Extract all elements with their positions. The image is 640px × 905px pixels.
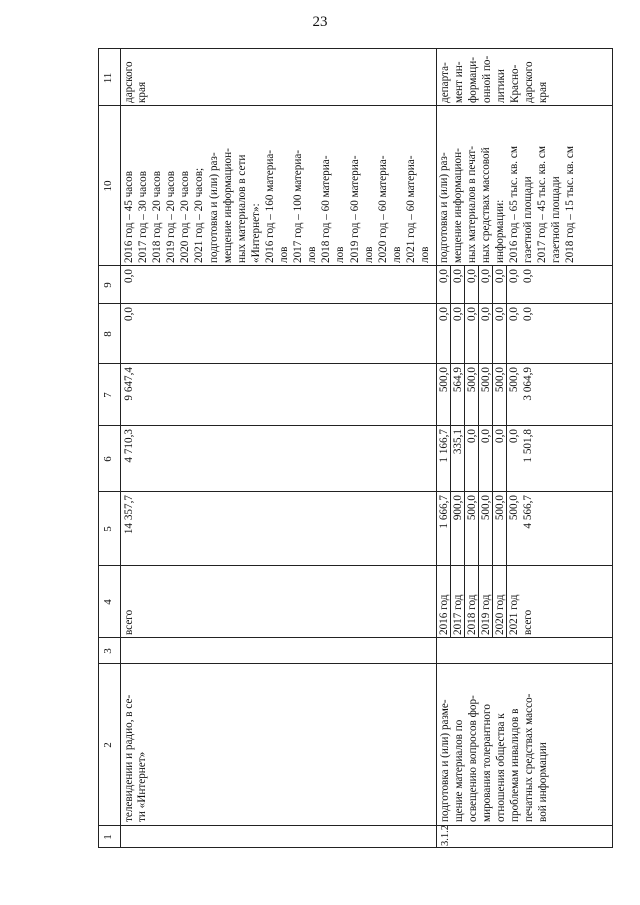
- value-cell: 500,0: [480, 367, 492, 393]
- header-num-11: 11: [102, 72, 114, 84]
- prev-col10-line: 2021 год – 20 часов;: [193, 167, 206, 263]
- prev-col10-line: 2017 год – 30 часов: [137, 170, 150, 263]
- value-cell: 500,0: [494, 367, 506, 393]
- value-cell: 500,0: [508, 367, 520, 393]
- table-border-bottom: [612, 48, 613, 848]
- row-312-col7: [437, 367, 535, 424]
- row-312-col10-line: ных средствах массовой: [480, 147, 492, 263]
- year-cell: 2018 год: [466, 594, 478, 635]
- prev-col10-line: ных материалов в сети: [235, 154, 248, 263]
- row-312-col2-line: печатных средствах массо-: [523, 693, 535, 822]
- row-312-col2-line: освещению вопросов фор-: [467, 695, 479, 822]
- prev-col10-line: 2019 год – 20 часов: [165, 170, 178, 263]
- row-312-col10-line: 2016 год – 65 тыс. кв. см: [508, 146, 520, 263]
- year-cell: 2021 год: [508, 594, 520, 635]
- prev-col10-line: лов: [362, 246, 375, 263]
- header-separator: [120, 48, 121, 848]
- prev-col5: 14 357,7: [123, 495, 135, 535]
- row-312-col11-line: онной по-: [481, 55, 493, 103]
- row-312-col10-line: подготовка и (или) раз-: [438, 152, 450, 263]
- col-line: [98, 265, 613, 266]
- header-num-4: 4: [102, 599, 114, 605]
- row-312-col10-line: 2017 год – 45 тыс. кв. см: [536, 146, 548, 263]
- value-cell: 500,0: [466, 495, 478, 521]
- col-line: [98, 825, 613, 826]
- value-cell: 0,0: [508, 429, 520, 443]
- value-cell: 0,0: [508, 307, 520, 321]
- value-cell: 0,0: [522, 307, 534, 321]
- header-num-1: 1: [102, 834, 114, 840]
- col-line: [98, 363, 613, 364]
- row-312-col10-line: газетной площади: [550, 176, 562, 263]
- value-cell: 500,0: [480, 495, 492, 521]
- year-cell: 2016 год: [438, 594, 450, 635]
- prev-col10-line: «Интернет»:: [249, 203, 262, 263]
- prev-col11-line: края: [136, 81, 149, 103]
- header-num-10: 10: [102, 180, 114, 192]
- value-cell: 0,0: [494, 307, 506, 321]
- header-num-8: 8: [102, 331, 114, 337]
- value-cell: 0,0: [522, 269, 534, 283]
- col-line: [98, 491, 613, 492]
- col-line: [98, 847, 613, 848]
- value-cell: 3 064,9: [522, 367, 534, 401]
- prev-col2: [123, 695, 149, 822]
- header-num-2: 2: [102, 742, 114, 748]
- value-cell: 0,0: [438, 307, 450, 321]
- value-cell: 0,0: [508, 269, 520, 283]
- header-num-6: 6: [102, 456, 114, 462]
- row-312-col11-line: формаци-: [467, 57, 479, 103]
- year-cell: 2017 год: [452, 594, 464, 635]
- row-312-col2-line: щение материалов по: [453, 719, 465, 822]
- value-cell: 564,9: [452, 367, 464, 393]
- header-num-7: 7: [102, 392, 114, 398]
- row-312-col10: [437, 146, 577, 263]
- prev-col10-line: 2017 год – 100 материа-: [292, 149, 305, 263]
- value-cell: 4 566,7: [522, 495, 534, 529]
- prev-col9: 0,0: [123, 269, 135, 283]
- value-cell: 0,0: [480, 307, 492, 321]
- row-312-col10-line: ных материалов в печат-: [466, 146, 478, 263]
- row-312-col2-line: проблемам инвалидов в: [509, 708, 521, 822]
- year-cell: всего: [522, 609, 534, 635]
- prev-col6: 4 710,3: [123, 429, 135, 463]
- prev-col10-line: лов: [278, 246, 291, 263]
- value-cell: 0,0: [452, 307, 464, 321]
- prev-col10-line: 2018 год – 20 часов: [151, 170, 164, 263]
- header-num-3: 3: [102, 648, 114, 654]
- row-312-col11-line: дарского: [523, 61, 535, 103]
- prev-col2-line: телевидении и радио, в се-: [123, 694, 135, 822]
- row-312-col10-line: газетной площади: [522, 176, 534, 263]
- prev-col11: [123, 61, 149, 103]
- value-cell: 0,0: [480, 269, 492, 283]
- value-cell: 335,1: [452, 429, 464, 455]
- value-cell: 500,0: [494, 495, 506, 521]
- row-312-col9: [437, 269, 535, 302]
- row-312-col11: [438, 56, 550, 103]
- row-312-col5: [437, 495, 535, 564]
- value-cell: 0,0: [452, 269, 464, 283]
- value-cell: 500,0: [438, 367, 450, 393]
- table-border-top: [98, 48, 99, 848]
- row-312-col10-line: мещение информацион-: [452, 148, 464, 263]
- prev-col10-line: лов: [334, 246, 347, 263]
- row-312-col2-line: подготовка и (или) разме-: [439, 699, 451, 822]
- row-312-col11-line: края: [537, 81, 549, 103]
- prev-col10-line: лов: [390, 246, 403, 263]
- prev-col11-line: дарского: [123, 61, 135, 103]
- value-cell: 0,0: [494, 269, 506, 283]
- row-312-col11-line: департа-: [439, 62, 451, 103]
- prev-col10-line: подготовка и (или) раз-: [207, 152, 220, 263]
- prev-col10: [122, 148, 432, 263]
- prev-col10-line: 2016 год – 45 часов: [123, 170, 135, 263]
- rotated-table: [98, 48, 613, 848]
- prev-col7: 9 647,4: [123, 367, 135, 401]
- prev-col10-line: мещение информацион-: [221, 148, 234, 263]
- row-312-col10-line: информации:: [494, 199, 506, 263]
- prev-col8: 0,0: [123, 307, 135, 321]
- value-cell: 0,0: [438, 269, 450, 283]
- row-312-number: 3.1.2: [440, 825, 451, 846]
- prev-col4: всего: [123, 609, 135, 635]
- value-cell: 500,0: [508, 495, 520, 521]
- year-cell: 2020 год: [494, 594, 506, 635]
- row-312-col8: [437, 307, 535, 362]
- row-312-col11-line: мент ин-: [453, 61, 465, 103]
- col-line: [98, 637, 613, 638]
- value-cell: 1 166,7: [438, 429, 450, 463]
- prev-col10-line: лов: [306, 246, 319, 263]
- col-line: [98, 425, 613, 426]
- col-line: [98, 565, 613, 566]
- row-312-col11-line: литики: [495, 69, 507, 103]
- value-cell: 0,0: [466, 429, 478, 443]
- value-cell: 0,0: [480, 429, 492, 443]
- row-312-col11-line: Красно-: [509, 64, 521, 103]
- header-num-5: 5: [102, 526, 114, 532]
- row-312-col6: [437, 429, 535, 490]
- prev-col2-line: ти «Интернет»: [136, 751, 149, 822]
- prev-col10-line: 2016 год – 160 материа-: [263, 149, 276, 263]
- prev-col10-line: 2018 год – 60 материа-: [320, 155, 333, 263]
- row-312-col2-line: вой информации: [537, 742, 549, 822]
- value-cell: 0,0: [466, 269, 478, 283]
- col-line: [98, 48, 613, 49]
- page-number: 23: [312, 14, 328, 30]
- header-num-9: 9: [102, 282, 114, 288]
- prev-col10-line: 2020 год – 20 часов: [179, 170, 192, 263]
- prev-col10-line: 2019 год – 60 материа-: [348, 155, 361, 263]
- row-312-col10-line: 2018 год – 15 тыс. кв. см: [564, 146, 576, 263]
- value-cell: 900,0: [452, 495, 464, 521]
- col-line: [98, 303, 613, 304]
- prev-col10-line: 2020 год – 60 материа-: [376, 155, 389, 263]
- row-312-col2-line: отношения общества к: [495, 713, 507, 822]
- col-line: [98, 105, 613, 106]
- row-312-col2: [438, 694, 550, 822]
- col-line: [98, 663, 613, 664]
- value-cell: 1 666,7: [438, 495, 450, 529]
- row-312-col2-line: мирования толерантного: [481, 704, 493, 822]
- value-cell: 1 501,8: [522, 429, 534, 463]
- year-cell: 2019 год: [480, 594, 492, 635]
- value-cell: 0,0: [466, 307, 478, 321]
- value-cell: 500,0: [466, 367, 478, 393]
- row-312-years: [437, 595, 535, 635]
- prev-col10-line: лов: [418, 246, 431, 263]
- prev-col10-line: 2021 год – 60 материа-: [404, 155, 417, 263]
- value-cell: 0,0: [494, 429, 506, 443]
